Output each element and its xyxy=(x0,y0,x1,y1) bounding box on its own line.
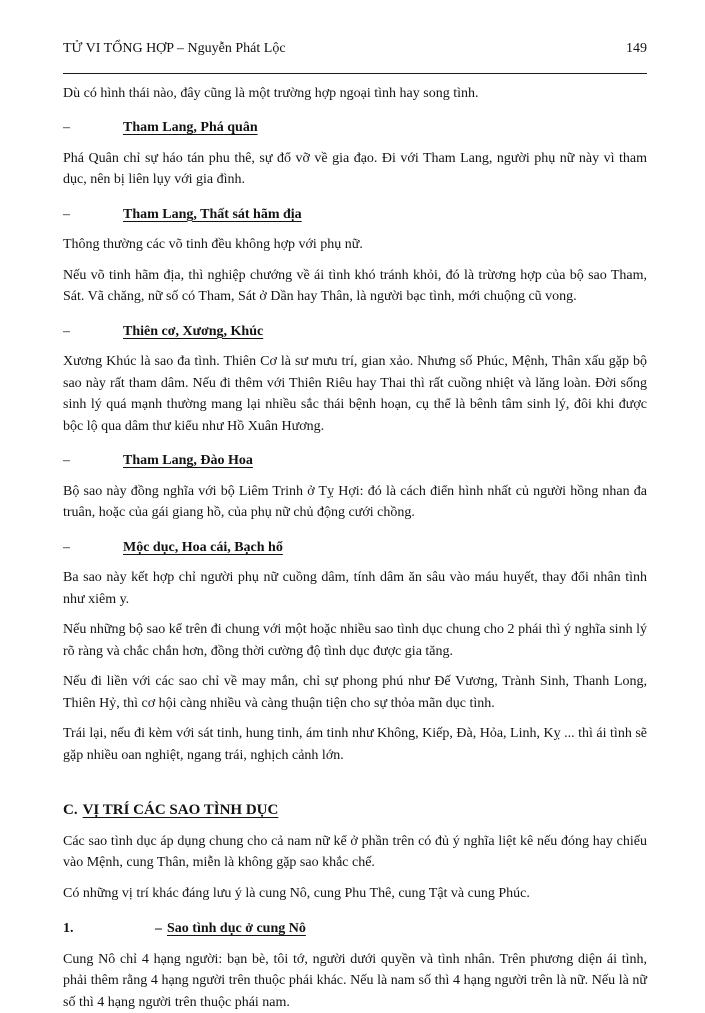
dash-marker: – xyxy=(63,537,123,559)
section-heading-vi-tri-cac-sao-tinh-duc xyxy=(63,800,647,822)
subsection-heading-tham-lang-that-sat xyxy=(63,204,647,226)
paragraph: Có những vị trí khác đáng lưu ý là cung Nô, cung Phu Thê, cung Tật và cung Phúc. xyxy=(63,883,647,905)
paragraph: Nếu võ tinh hãm địa, thì nghiệp chướng về ái tình khó tránh khỏi, đó là trừơng hợp của bộ sao Tham, Sát. Vã chăng, nữ số có Tham, Sát ở Dần hay Thân, là người bạc tình, mới chuộng cũ vong. xyxy=(63,265,647,308)
intro-paragraph: Dù có hình thái nào, đây cũng là một trường hợp ngoại tình hay song tình. xyxy=(63,83,647,105)
numbered-title: Sao tình dục ở cung Nô xyxy=(167,918,306,940)
section-letter: C. xyxy=(63,802,78,818)
paragraph: Các sao tình dục áp dụng chung cho cả nam nữ kể ở phần trên có đủ ý nghĩa liệt kê nếu đóng hay chiếu vào Mệnh, cung Thân, miễn là không gặp sao khắc chế. xyxy=(63,831,647,874)
subsection-heading-tham-lang-dao-hoa xyxy=(63,450,647,472)
subsection-heading-moc-duc-hoa-cai-bach-ho xyxy=(63,537,647,559)
paragraph: Bộ sao này đồng nghĩa với bộ Liêm Trinh ở Tỵ Hợi: đó là cách điển hình nhất củ người hồng nhan đa truân, hoặc của gái giang hồ, của phụ nữ chủ động cưới chồng. xyxy=(63,481,647,524)
running-title: TỬ VI TỔNG HỢP – Nguyễn Phát Lộc xyxy=(63,38,286,60)
paragraph: Trái lại, nếu đi kèm với sát tinh, hung tinh, ám tinh như Không, Kiếp, Đà, Hỏa, Linh, Kỵ ... thì ái tình sẽ gặp nhiều oan nghiệt, ngang trái, nghịch cảnh lớn. xyxy=(63,723,647,766)
paragraph: Thông thường các võ tinh đều không hợp với phụ nữ. xyxy=(63,234,647,256)
subsection-title: Tham Lang, Phá quân xyxy=(123,117,258,139)
paragraph: Xương Khúc là sao đa tình. Thiên Cơ là sư mưu trí, gian xảo. Nhưng số Phúc, Mệnh, Thân xấu gặp bộ sao này rất tham dâm. Nếu đi thêm với Thiên Riêu hay Thai thì rất cuồng nhiệt và lăng loàn. Đời sống sinh lý quá mạnh thường mang lại nhiều sắc thái bệnh hoạn, cụ thể là bênh tâm sinh lý, đôi khi được bộc lộ qua dâm thư kiểu như Hồ Xuân Hương. xyxy=(63,351,647,437)
page-body xyxy=(63,83,647,1013)
paragraph: Ba sao này kết hợp chỉ người phụ nữ cuồng dâm, tính dâm ăn sâu vào máu huyết, thay đổi nhân tình như xiêm y. xyxy=(63,567,647,610)
dash-marker: – xyxy=(63,117,123,139)
paragraph: Nếu những bộ sao kể trên đi chung với một hoặc nhiều sao tình dục chung cho 2 phái thì ý nghĩa sinh lý rõ ràng và chắc chắn hơn, đồng thời cường độ tình dục được gia tăng. xyxy=(63,619,647,662)
subsection-heading-thien-co-xuong-khuc xyxy=(63,321,647,343)
subsection-title: Mộc dục, Hoa cái, Bạch hổ xyxy=(123,537,283,559)
subsection-heading-tham-lang-pha-quan xyxy=(63,117,647,139)
page-header xyxy=(63,38,647,74)
page-number: 149 xyxy=(626,38,647,60)
subsection-title: Thiên cơ, Xương, Khúc xyxy=(123,321,263,343)
paragraph: Cung Nô chỉ 4 hạng người: bạn bè, tôi tớ, người dưới quyền và tình nhân. Trên phương diện ái tình, phải thêm rằng 4 hạng người trên thuộc phái khác. Nếu là nam số thì 4 hạng người trên là nữ. Nếu là nữ số thì 4 hạng người trên thuộc phái nam. xyxy=(63,949,647,1013)
dash-marker: – xyxy=(63,450,123,472)
section-title: VỊ TRÍ CÁC SAO TÌNH DỤC xyxy=(83,802,279,818)
item-number: 1. xyxy=(63,918,155,940)
paragraph: Phá Quân chỉ sự háo tán phu thê, sự đổ vỡ về gia đạo. Đi với Tham Lang, người phụ nữ này vì tham dục, nên bị liên lụy với gia đình. xyxy=(63,148,647,191)
dash-marker: – xyxy=(155,918,162,940)
subsection-title: Tham Lang, Thất sát hãm địa xyxy=(123,204,302,226)
paragraph: Nếu đi liền với các sao chỉ về may mắn, chỉ sự phong phú như Đế Vương, Trành Sinh, Thanh Long, Thiên Hỷ, thì cơ hội càng nhiều và càng thuận tiện cho sự thỏa mãn dục tình. xyxy=(63,671,647,714)
dash-marker: – xyxy=(63,321,123,343)
numbered-heading-sao-tinh-duc-cung-no xyxy=(63,918,647,940)
dash-marker: – xyxy=(63,204,123,226)
subsection-title: Tham Lang, Đào Hoa xyxy=(123,450,253,472)
